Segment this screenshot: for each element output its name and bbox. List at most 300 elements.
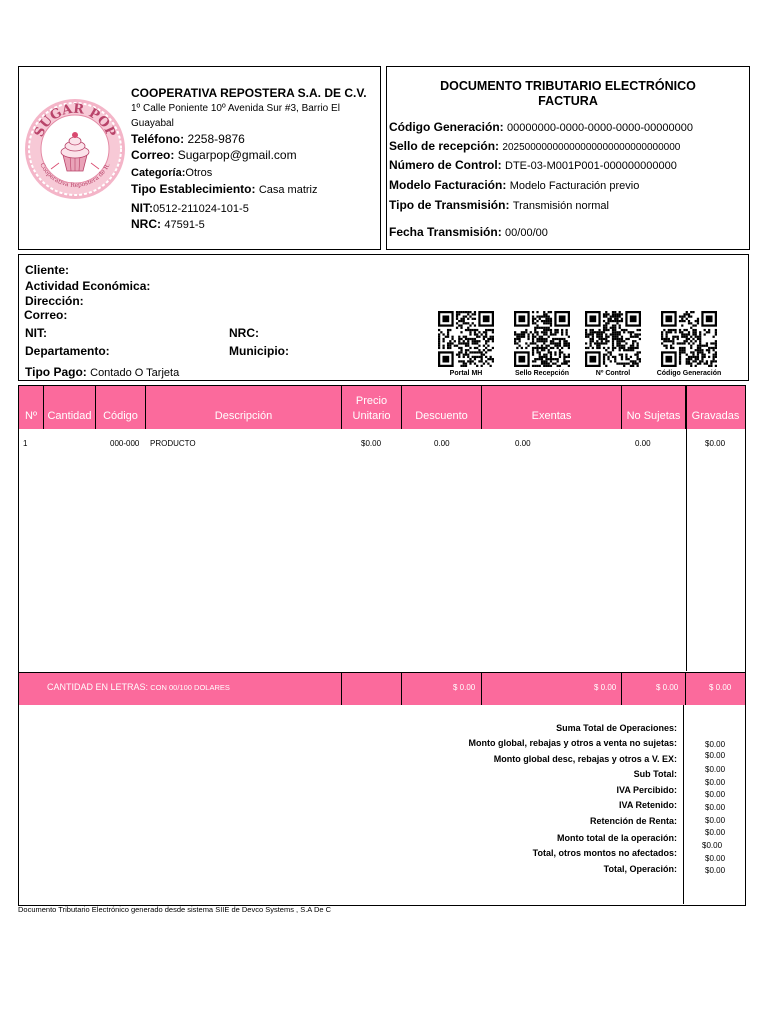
qr-module xyxy=(442,345,444,347)
qr-module xyxy=(532,342,534,344)
qr-module xyxy=(541,338,543,340)
qr-module xyxy=(589,342,591,344)
qr-module xyxy=(518,336,520,338)
qr-module xyxy=(634,363,636,365)
qr-module xyxy=(639,360,641,362)
qr-module xyxy=(481,333,483,335)
qr-module xyxy=(683,349,685,351)
qr-module xyxy=(566,329,568,331)
qr-module xyxy=(548,358,550,360)
qr-module xyxy=(467,322,469,324)
qr-module xyxy=(552,347,554,349)
qr-module xyxy=(625,356,627,358)
qr-code-sello-recepcion[interactable] xyxy=(514,311,570,367)
fecha-transmision-value: 00/00/00 xyxy=(505,227,548,239)
qr-module xyxy=(485,356,487,358)
qr-caption-codigo-generacion: Código Generación xyxy=(656,370,722,377)
qr-module xyxy=(463,322,465,324)
qr-module xyxy=(539,315,541,317)
qr-module xyxy=(715,356,717,358)
qr-module xyxy=(619,315,621,317)
qr-module xyxy=(692,356,694,358)
qr-module xyxy=(469,347,471,349)
qr-module xyxy=(628,358,630,360)
qr-module xyxy=(474,356,476,358)
qr-module xyxy=(566,363,568,365)
cantidad-letras-value: CON 00/100 DOLARES xyxy=(150,683,230,692)
qr-module xyxy=(686,336,688,338)
qr-module xyxy=(550,356,552,358)
qr-module xyxy=(442,340,444,342)
qr-module xyxy=(619,338,621,340)
company-address: 1º Calle Poniente 10º Avenida Sur #3, Barrio El Guayabal xyxy=(131,103,340,129)
qr-module xyxy=(598,333,600,335)
qr-module xyxy=(677,342,679,344)
qr-module xyxy=(683,313,685,315)
qr-module xyxy=(607,336,609,338)
qr-module xyxy=(530,331,532,333)
qr-module xyxy=(474,347,476,349)
qr-code-portal-mh[interactable] xyxy=(438,311,494,367)
qr-module xyxy=(605,315,607,317)
qr-module xyxy=(603,327,605,329)
qr-module xyxy=(541,331,543,333)
qr-module xyxy=(557,358,559,360)
direccion-label: Dirección: xyxy=(25,294,84,308)
qr-module xyxy=(663,345,665,347)
qr-module xyxy=(619,331,621,333)
qr-module xyxy=(478,349,480,351)
qr-module xyxy=(532,338,534,340)
qr-module xyxy=(701,345,703,347)
qr-module xyxy=(623,363,625,365)
col-header-codigo: Código xyxy=(96,386,146,429)
qr-module xyxy=(550,340,552,342)
qr-module xyxy=(697,358,699,360)
qr-module xyxy=(699,360,701,362)
qr-module xyxy=(467,311,469,313)
qr-module xyxy=(557,331,559,333)
qr-module xyxy=(688,358,690,360)
qr-module xyxy=(543,360,545,362)
qr-module xyxy=(476,356,478,358)
qr-module xyxy=(541,320,543,322)
qr-module xyxy=(681,331,683,333)
qr-module xyxy=(467,313,469,315)
qr-module xyxy=(592,347,594,349)
qr-module xyxy=(545,315,547,317)
qr-module xyxy=(715,351,717,353)
qr-module xyxy=(621,356,623,358)
qr-module xyxy=(614,347,616,349)
qr-module xyxy=(697,338,699,340)
qr-module xyxy=(465,345,467,347)
qr-module xyxy=(628,349,630,351)
qr-module xyxy=(713,356,715,358)
qr-module xyxy=(701,360,703,362)
qr-module xyxy=(561,331,563,333)
qr-module xyxy=(543,342,545,344)
qr-module xyxy=(621,358,623,360)
qr-module xyxy=(692,331,694,333)
qr-module xyxy=(614,360,616,362)
items-table xyxy=(18,385,746,705)
departamento-label: Departamento: xyxy=(25,344,110,358)
qr-module xyxy=(458,360,460,362)
qr-module xyxy=(692,329,694,331)
tipo-pago-label: Tipo Pago: xyxy=(25,365,87,379)
qr-module xyxy=(550,365,552,367)
qr-module xyxy=(605,324,607,326)
qr-module xyxy=(467,356,469,358)
qr-module xyxy=(554,351,556,353)
qr-module xyxy=(552,358,554,360)
qr-module xyxy=(536,311,538,313)
qr-module xyxy=(699,333,701,335)
qr-module xyxy=(536,333,538,335)
qr-module xyxy=(610,315,612,317)
qr-module xyxy=(543,320,545,322)
qr-module xyxy=(639,358,641,360)
qr-module xyxy=(554,358,556,360)
qr-module xyxy=(463,342,465,344)
qr-module xyxy=(467,354,469,356)
qr-module xyxy=(490,365,492,367)
qr-module xyxy=(492,347,494,349)
qr-module xyxy=(467,338,469,340)
table-totals-row xyxy=(19,672,745,705)
qr-module xyxy=(688,338,690,340)
qr-caption-numero-control: Nº Control xyxy=(595,370,631,377)
qr-module xyxy=(704,363,706,365)
qr-module xyxy=(616,345,618,347)
qr-module xyxy=(619,340,621,342)
qr-module xyxy=(490,358,492,360)
qr-module xyxy=(469,324,471,326)
qr-module xyxy=(607,318,609,320)
qr-module xyxy=(525,331,527,333)
qr-module xyxy=(548,345,550,347)
qr-module xyxy=(539,354,541,356)
qr-module xyxy=(625,342,627,344)
qr-module xyxy=(699,338,701,340)
qr-module xyxy=(539,365,541,367)
qr-module xyxy=(543,333,545,335)
qr-module xyxy=(621,340,623,342)
qr-module xyxy=(539,327,541,329)
qr-module xyxy=(683,347,685,349)
qr-module xyxy=(697,347,699,349)
qr-module xyxy=(516,342,518,344)
qr-module xyxy=(699,351,701,353)
qr-module xyxy=(514,340,516,342)
qr-module xyxy=(598,345,600,347)
qr-module xyxy=(532,333,534,335)
qr-module xyxy=(637,345,639,347)
qr-module xyxy=(619,345,621,347)
qr-module xyxy=(713,354,715,356)
qr-module xyxy=(610,320,612,322)
qr-module xyxy=(559,351,561,353)
qr-module xyxy=(474,313,476,315)
qr-module xyxy=(536,351,538,353)
qr-module xyxy=(523,336,525,338)
qr-module xyxy=(476,351,478,353)
qr-module xyxy=(701,358,703,360)
totals-divider xyxy=(621,673,622,705)
qr-module xyxy=(527,333,529,335)
qr-module xyxy=(610,318,612,320)
qr-module xyxy=(469,333,471,335)
qr-module xyxy=(550,360,552,362)
qr-module xyxy=(690,345,692,347)
qr-module xyxy=(614,356,616,358)
qr-module xyxy=(628,347,630,349)
qr-module xyxy=(514,331,516,333)
qr-module xyxy=(563,358,565,360)
qr-module xyxy=(550,358,552,360)
qr-module xyxy=(543,313,545,315)
email-label: Correo: xyxy=(131,148,175,162)
qr-module xyxy=(557,329,559,331)
qr-code-codigo-generacion[interactable] xyxy=(661,311,717,367)
qr-module xyxy=(603,347,605,349)
qr-module xyxy=(557,345,559,347)
qr-finder-pattern xyxy=(706,315,713,322)
qr-module xyxy=(614,358,616,360)
qr-module xyxy=(485,336,487,338)
col-header-descripcion: Descripción xyxy=(146,386,342,429)
qr-module xyxy=(715,354,717,356)
qr-module xyxy=(619,324,621,326)
codigo-generacion-value: 00000000-0000-0000-0000-00000000 xyxy=(507,122,693,134)
qr-module xyxy=(460,318,462,320)
qr-module xyxy=(690,340,692,342)
total-exentas: $ 0.00 xyxy=(594,683,617,692)
qr-module xyxy=(692,360,694,362)
qr-module xyxy=(472,342,474,344)
qr-module xyxy=(563,356,565,358)
qr-module xyxy=(672,342,674,344)
qr-module xyxy=(548,351,550,353)
qr-module xyxy=(616,336,618,338)
qr-module xyxy=(438,345,440,347)
qr-module xyxy=(521,347,523,349)
qr-module xyxy=(632,331,634,333)
qr-code-numero-control[interactable] xyxy=(585,311,641,367)
qr-module xyxy=(623,349,625,351)
qr-module xyxy=(612,331,614,333)
qr-module xyxy=(695,356,697,358)
qr-module xyxy=(458,324,460,326)
qr-module xyxy=(456,318,458,320)
qr-module xyxy=(637,333,639,335)
qr-module xyxy=(699,340,701,342)
qr-module xyxy=(690,356,692,358)
qr-module xyxy=(612,338,614,340)
qr-module xyxy=(534,360,536,362)
qr-module xyxy=(634,340,636,342)
qr-module xyxy=(679,320,681,322)
qr-module xyxy=(543,327,545,329)
qr-module xyxy=(532,318,534,320)
qr-module xyxy=(483,345,485,347)
qr-module xyxy=(585,331,587,333)
qr-module xyxy=(674,331,676,333)
qr-module xyxy=(438,338,440,340)
cantidad-letras xyxy=(47,682,230,692)
qr-module xyxy=(697,351,699,353)
qr-module xyxy=(474,333,476,335)
qr-module xyxy=(592,336,594,338)
qr-module xyxy=(612,315,614,317)
qr-module xyxy=(442,338,444,340)
qr-module xyxy=(596,347,598,349)
company-category-row xyxy=(131,166,212,181)
qr-module xyxy=(554,329,556,331)
qr-module xyxy=(566,333,568,335)
qr-module xyxy=(616,363,618,365)
qr-module xyxy=(548,336,550,338)
qr-module xyxy=(715,345,717,347)
qr-finder-pattern xyxy=(442,356,449,363)
qr-module xyxy=(603,363,605,365)
qr-module xyxy=(449,347,451,349)
qr-module xyxy=(619,363,621,365)
qr-module xyxy=(674,336,676,338)
qr-module xyxy=(474,358,476,360)
qr-module xyxy=(552,363,554,365)
qr-module xyxy=(492,358,494,360)
qr-module xyxy=(552,338,554,340)
qr-module xyxy=(665,345,667,347)
qr-module xyxy=(474,363,476,365)
qr-module xyxy=(545,360,547,362)
qr-module xyxy=(603,356,605,358)
qr-module xyxy=(561,347,563,349)
summary-label-exentas: Monto global desc, rebajas y otros a V. EX: xyxy=(493,754,677,764)
qr-module xyxy=(545,320,547,322)
qr-module xyxy=(632,342,634,344)
qr-module xyxy=(619,313,621,315)
qr-module xyxy=(478,331,480,333)
qr-module xyxy=(485,331,487,333)
qr-module xyxy=(672,340,674,342)
qr-module xyxy=(598,347,600,349)
qr-module xyxy=(525,329,527,331)
qr-module xyxy=(449,345,451,347)
qr-module xyxy=(699,349,701,351)
qr-module xyxy=(561,333,563,335)
qr-module xyxy=(688,363,690,365)
qr-module xyxy=(661,331,663,333)
qr-module xyxy=(695,340,697,342)
qr-module xyxy=(621,363,623,365)
qr-module xyxy=(713,360,715,362)
qr-module xyxy=(587,333,589,335)
tipo-pago-row xyxy=(25,365,179,381)
actividad-label: Actividad Económica: xyxy=(25,279,151,293)
qr-module xyxy=(548,318,550,320)
qr-module xyxy=(623,365,625,367)
qr-finder-pattern xyxy=(589,356,596,363)
qr-module xyxy=(481,358,483,360)
qr-module xyxy=(545,331,547,333)
col-header-no-sujetas: No Sujetas xyxy=(622,386,686,429)
qr-module xyxy=(607,356,609,358)
summary-section xyxy=(18,705,746,906)
col-header-precio-unitario: Precio Unitario xyxy=(342,386,402,429)
qr-module xyxy=(639,329,641,331)
qr-module xyxy=(559,342,561,344)
qr-module xyxy=(483,338,485,340)
qr-module xyxy=(686,313,688,315)
totals-divider xyxy=(341,673,342,705)
tipo-pago-value: Contado O Tarjeta xyxy=(90,367,180,379)
qr-module xyxy=(476,347,478,349)
qr-module xyxy=(614,311,616,313)
qr-module xyxy=(449,342,451,344)
qr-module xyxy=(601,340,603,342)
qr-module xyxy=(603,338,605,340)
qr-module xyxy=(458,354,460,356)
qr-module xyxy=(668,329,670,331)
qr-module xyxy=(557,338,559,340)
qr-module xyxy=(563,363,565,365)
qr-module xyxy=(541,336,543,338)
qr-module xyxy=(612,347,614,349)
qr-module xyxy=(637,363,639,365)
qr-module xyxy=(679,363,681,365)
qr-module xyxy=(458,338,460,340)
qr-module xyxy=(438,333,440,335)
qr-module xyxy=(481,360,483,362)
qr-module xyxy=(690,351,692,353)
qr-module xyxy=(474,324,476,326)
qr-module xyxy=(628,363,630,365)
qr-module xyxy=(690,347,692,349)
qr-finder-pattern xyxy=(630,315,637,322)
qr-module xyxy=(472,318,474,320)
qr-module xyxy=(536,320,538,322)
qr-module xyxy=(440,331,442,333)
qr-module xyxy=(668,340,670,342)
qr-module xyxy=(601,338,603,340)
qr-module xyxy=(704,354,706,356)
qr-module xyxy=(630,365,632,367)
qr-module xyxy=(456,311,458,313)
totals-divider xyxy=(401,673,402,705)
qr-finder-pattern xyxy=(559,315,566,322)
qr-module xyxy=(487,363,489,365)
qr-module xyxy=(587,336,589,338)
qr-module xyxy=(536,358,538,360)
qr-module xyxy=(532,360,534,362)
qr-module xyxy=(605,333,607,335)
qr-module xyxy=(637,358,639,360)
qr-module xyxy=(668,331,670,333)
qr-module xyxy=(603,331,605,333)
qr-module xyxy=(487,329,489,331)
qr-module xyxy=(532,347,534,349)
qr-module xyxy=(695,324,697,326)
qr-module xyxy=(596,340,598,342)
qr-module xyxy=(545,347,547,349)
qr-module xyxy=(614,331,616,333)
col-header-exentas: Exentas xyxy=(482,386,622,429)
qr-module xyxy=(679,329,681,331)
qr-module xyxy=(451,336,453,338)
